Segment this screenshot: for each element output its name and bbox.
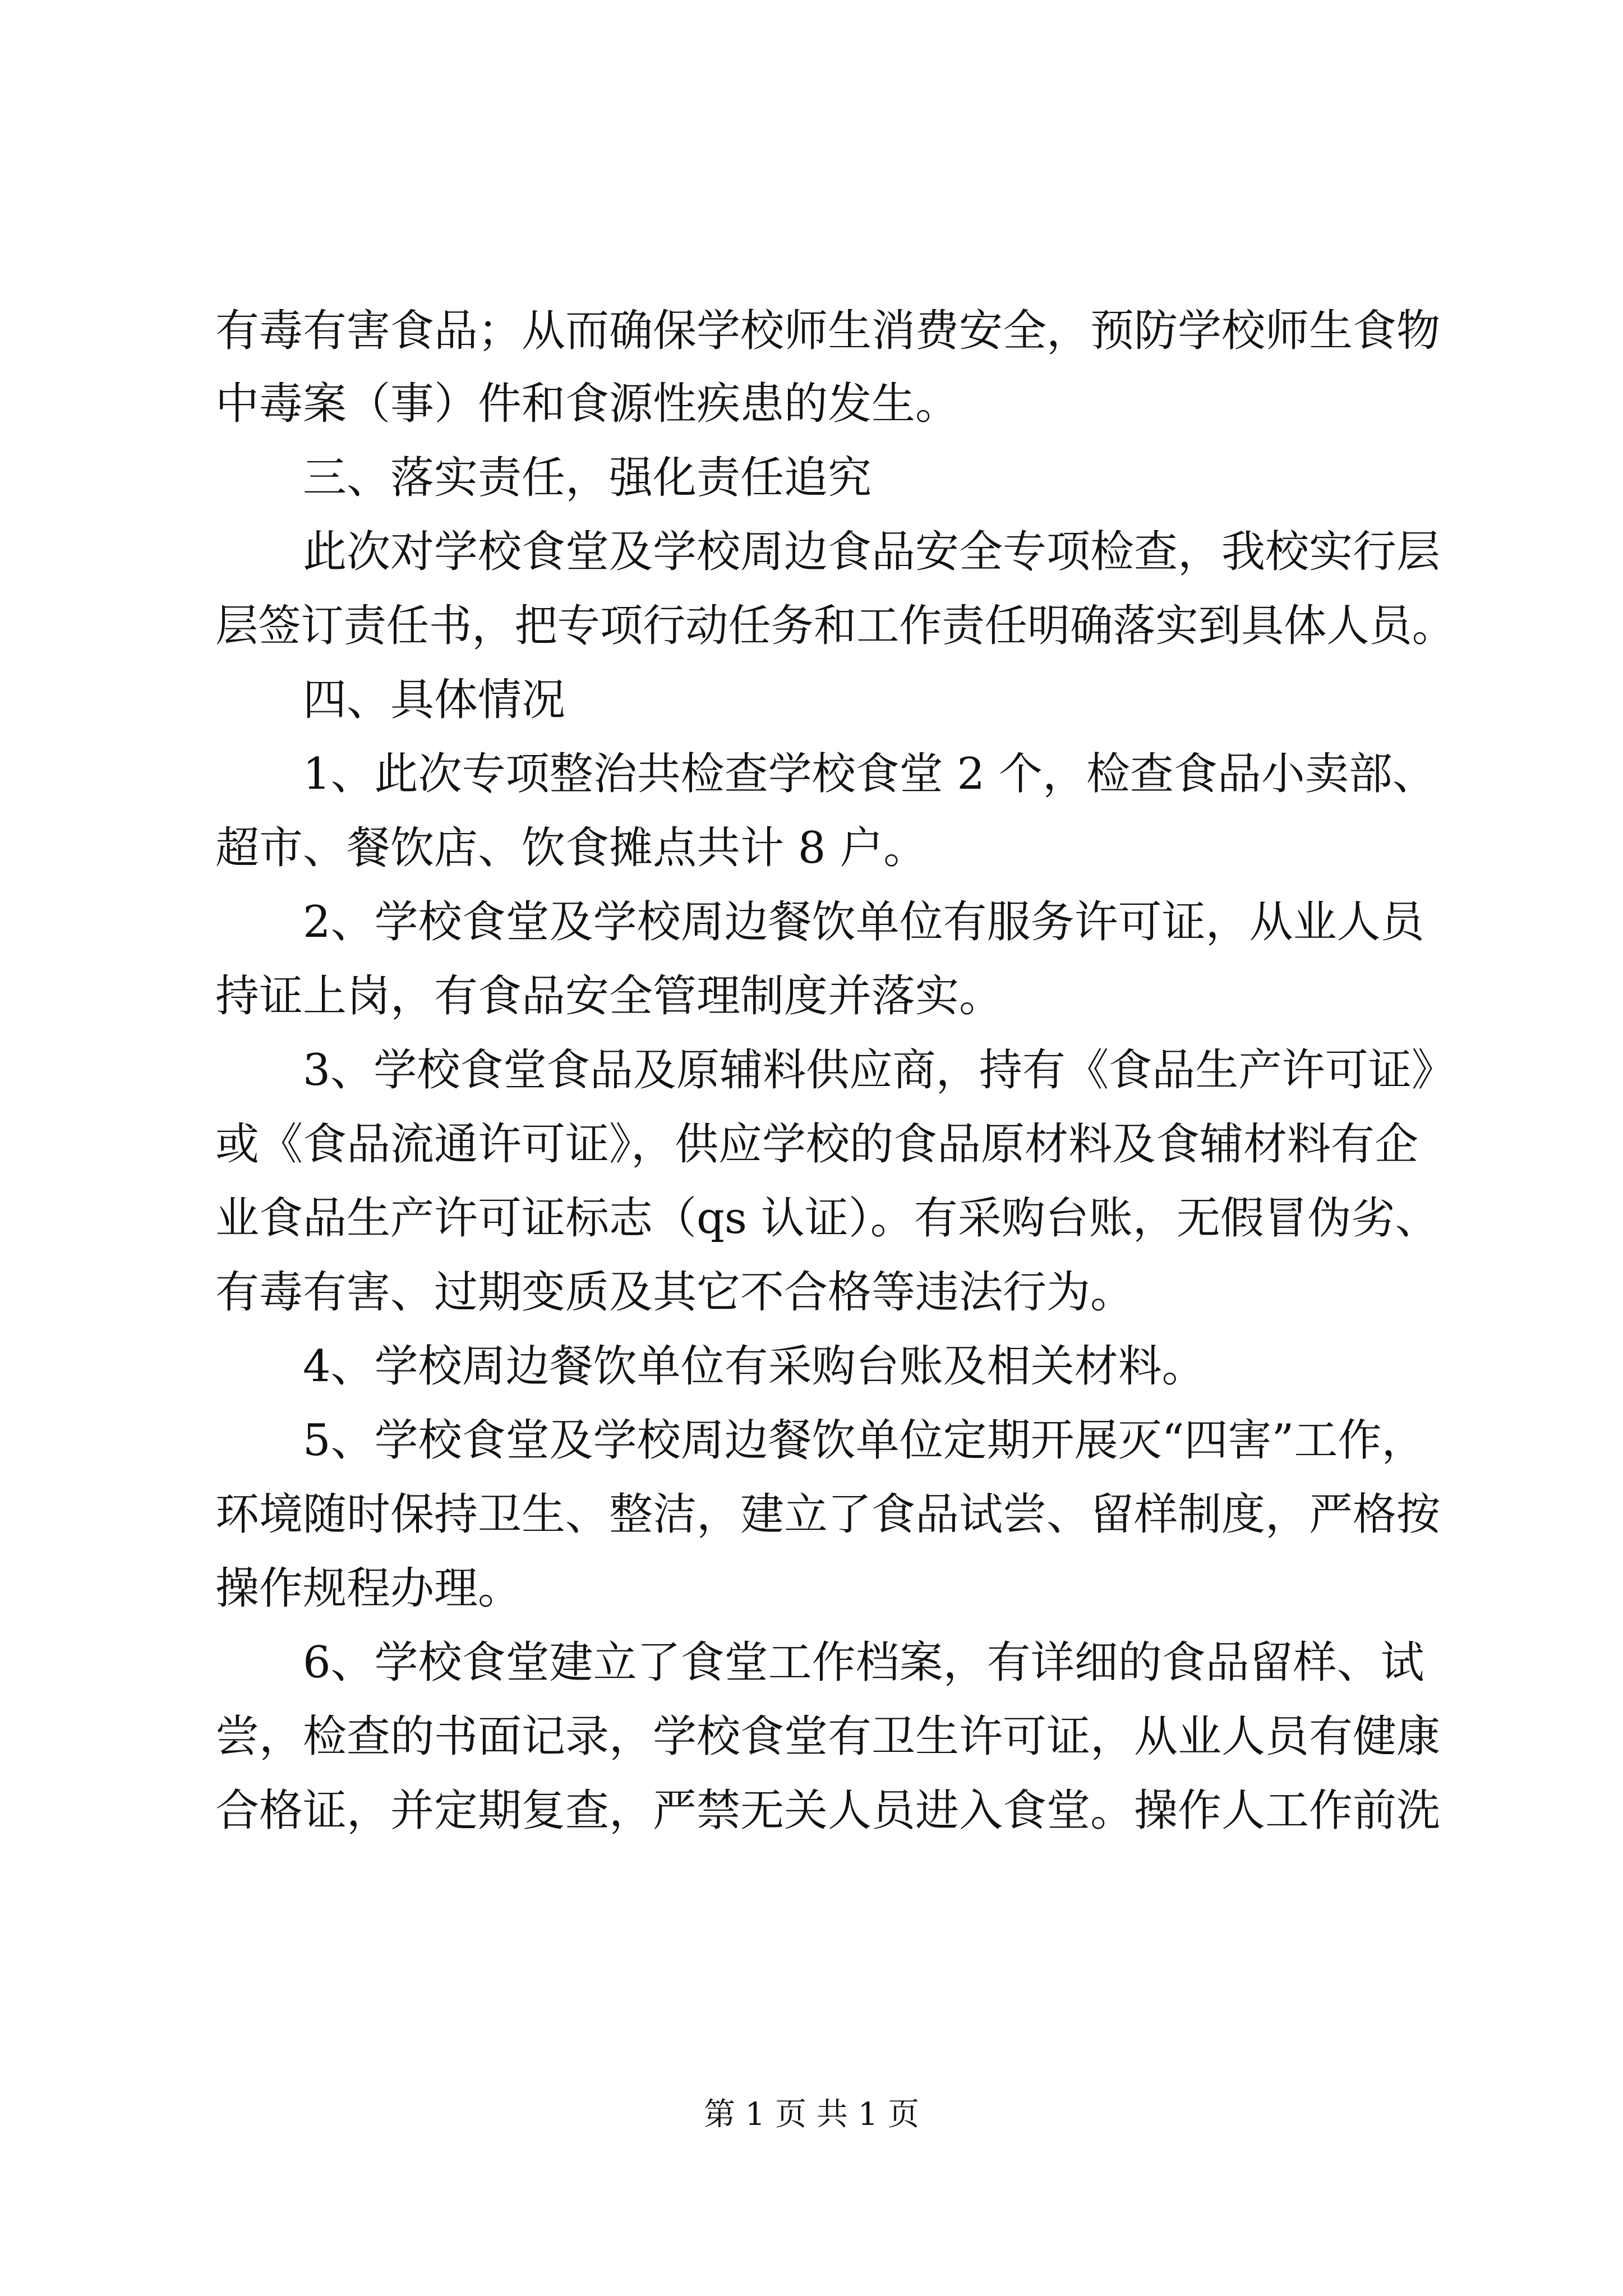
section-heading-4: 四、具体情况 [303,675,566,725]
text-line: 环境随时保持卫生、整洁，建立了食品试尝、留样制度，严格按 [215,1489,1441,1540]
text-line: 此次对学校食堂及学校周边食品安全专项检查，我校实行层 [303,527,1441,577]
text-line: 中毒案（事）件和食源性疾患的发生。 [215,379,960,429]
text-line: 3、学校食堂食品及原辅料供应商，持有《食品生产许可证》 [303,1045,1455,1096]
text-line: 合格证，并定期复查，严禁无关人员进入食堂。操作人工作前洗 [215,1786,1441,1836]
section-heading-3: 三、落实责任，强化责任追究 [303,453,872,503]
text-line: 4、学校周边餐饮单位有采购台账及相关材料。 [303,1341,1206,1392]
text-line: 2、学校食堂及学校周边餐饮单位有服务许可证，从业人员 [303,897,1424,947]
text-line: 尝，检查的书面记录，学校食堂有卫生许可证，从业人员有健康 [215,1711,1441,1762]
text-line: 持证上岗，有食品安全管理制度并落实。 [215,971,1003,1022]
page-footer: 第 1 页 共 1 页 [703,2096,920,2133]
text-line: 超市、餐饮店、饮食摊点共计 8 户。 [215,823,928,873]
text-line: 5、学校食堂及学校周边餐饮单位定期开展灭“四害”工作， [303,1415,1426,1466]
text-line: 6、学校食堂建立了食堂工作档案，有详细的食品留样、试 [303,1637,1424,1688]
text-line: 有毒有害食品；从而确保学校师生消费安全，预防学校师生食物 [215,306,1441,356]
text-line: 或《食品流通许可证》，供应学校的食品原材料及食辅材料有企 [215,1119,1419,1170]
text-line: 层签订责任书，把专项行动任务和工作责任明确落实到具体人员。 [215,601,1455,651]
text-line: 操作规程办理。 [215,1563,522,1614]
text-line: 1、此次专项整治共检查学校食堂 2 个，检查食品小卖部、 [303,749,1436,799]
text-line: 业食品生产许可证标志（qs 认证）。有采购台账，无假冒伪劣、 [215,1193,1439,1244]
text-line: 有毒有害、过期变质及其它不合格等违法行为。 [215,1267,1135,1318]
